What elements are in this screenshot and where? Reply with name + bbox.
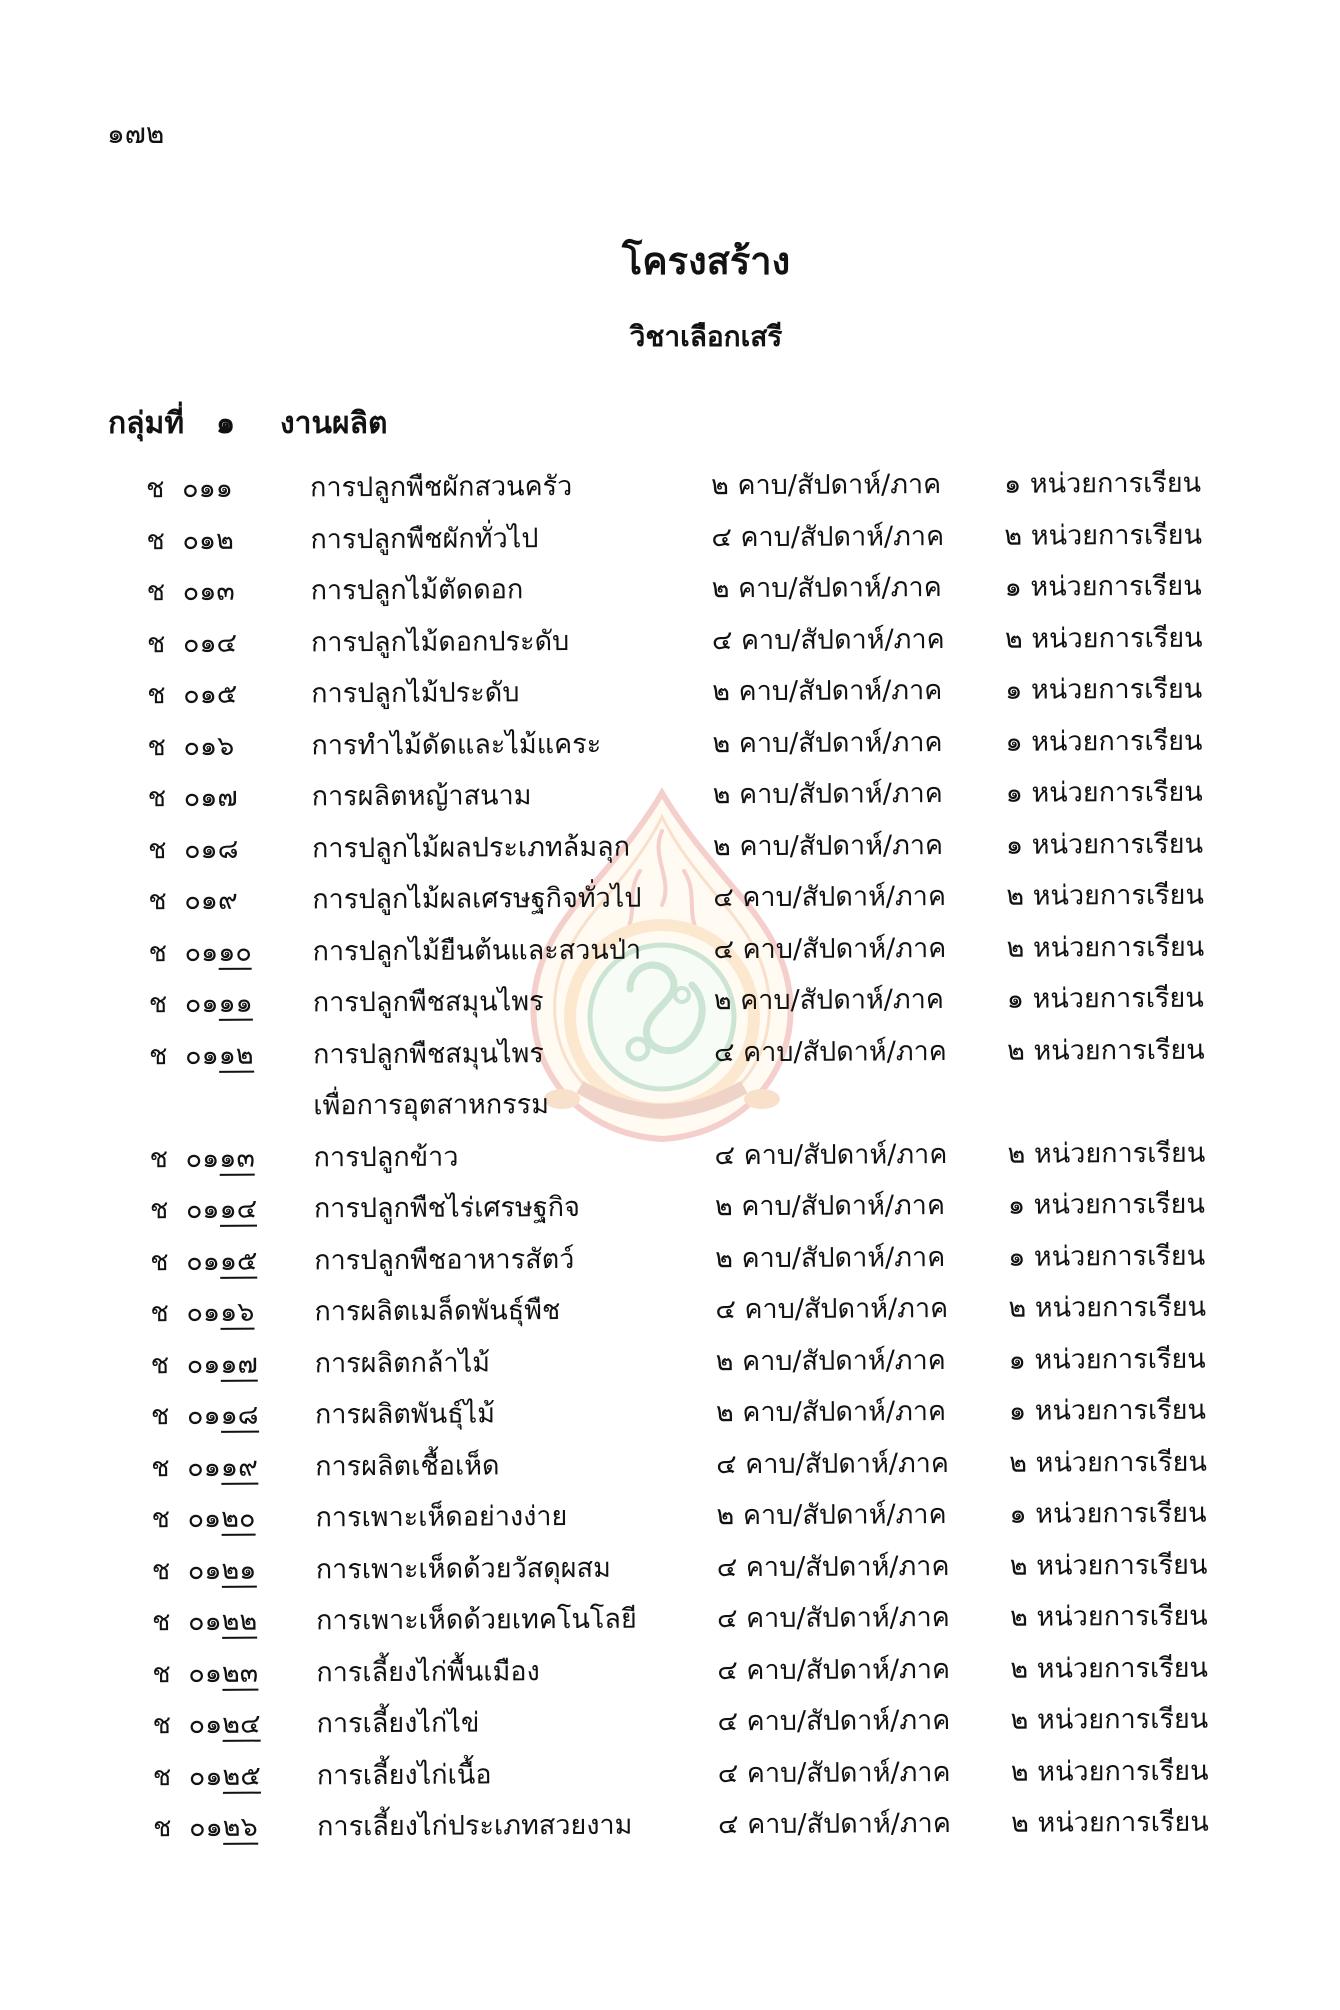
course-name-cell	[315, 1388, 495, 1440]
course-row	[3, 972, 1340, 1031]
course-name-continued: เพื่อการอุตสาหกรรม	[313, 1089, 550, 1122]
course-prefix: ช	[152, 1657, 171, 1689]
course-credits: ๑ หน่วยการเรียน	[1005, 673, 1203, 706]
course-code-series: ๐๑	[184, 884, 218, 917]
course-row	[6, 1693, 1340, 1752]
course-list	[0, 457, 1340, 1854]
course-code-series: ๐๑	[184, 987, 219, 1020]
course-periods: ๔ คาบ/สัปดาห์/ภาค	[714, 1035, 947, 1068]
course-credits: ๑ หน่วยการเรียน	[1005, 725, 1203, 758]
course-credits: ๒ หน่วยการเรียน	[1010, 1652, 1209, 1685]
course-row	[1, 611, 1340, 670]
course-periods: ๒ คาบ/สัปดาห์/ภาค	[712, 675, 943, 708]
course-code-series: ๐๑	[186, 1399, 221, 1432]
course-row	[3, 1023, 1340, 1133]
course-periods: ๒ คาบ/สัปดาห์/ภาค	[712, 778, 943, 811]
course-code-number: ๑๓	[219, 1142, 255, 1174]
course-code	[187, 1493, 255, 1545]
course-row	[4, 1281, 1340, 1340]
course-prefix: ช	[149, 1142, 169, 1174]
course-code-number: ๕	[216, 678, 238, 710]
course-code	[183, 720, 234, 772]
course-code-series: ๐๑	[189, 1811, 223, 1844]
course-prefix: ช	[151, 1554, 171, 1586]
course-prefix: ช	[150, 1400, 170, 1432]
course-row	[1, 663, 1340, 722]
course-credits: ๑ หน่วยการเรียน	[1009, 1497, 1207, 1530]
course-name: การเลี้ยงไก่พื้นเมือง	[316, 1655, 540, 1688]
course-code	[186, 1132, 256, 1184]
course-name-cell	[316, 1698, 479, 1750]
course-code	[188, 1544, 257, 1596]
course-credits: ๑ หน่วยการเรียน	[1005, 828, 1204, 861]
course-name: การปลูกไม้ดอกประดับ	[310, 625, 570, 658]
group-heading	[0, 404, 1340, 444]
course-code-series: ๐๑	[183, 730, 218, 762]
course-credits: ๒ หน่วยการเรียน	[1009, 1600, 1208, 1633]
course-credits: ๒ หน่วยการเรียน	[1010, 1703, 1209, 1736]
course-prefix: ช	[149, 1194, 169, 1226]
course-row	[5, 1487, 1340, 1546]
course-name-cell	[315, 1491, 567, 1544]
course-code-number: ๑๕	[219, 1245, 258, 1277]
course-code	[186, 1184, 257, 1236]
course-credits: ๒ หน่วยการเรียน	[1006, 879, 1204, 912]
course-code-series: ๐๑	[188, 1657, 223, 1689]
course-row	[6, 1538, 1340, 1597]
course-name: การเพาะเห็ดด้วยเทคโนโลยี	[315, 1603, 637, 1637]
course-name: การปลูกข้าว	[313, 1141, 459, 1173]
course-code-series: ๐๑	[182, 472, 216, 505]
course-name-cell	[315, 1337, 491, 1389]
course-code-number: ๑๔	[219, 1193, 258, 1225]
course-code-series: ๐๑	[188, 1708, 223, 1741]
course-code-series: ๐๑	[186, 1296, 221, 1329]
course-name: การปลูกไม้ประดับ	[311, 677, 520, 710]
course-prefix: ช	[150, 1348, 170, 1380]
course-periods: ๔ คาบ/สัปดาห์/ภาค	[713, 932, 947, 965]
course-code-number: ๑	[215, 472, 233, 504]
course-code-series: ๐๑	[186, 1348, 221, 1380]
course-credits: ๒ หน่วยการเรียน	[1009, 1446, 1207, 1479]
course-periods: ๔ คาบ/สัปดาห์/ภาค	[718, 1808, 951, 1841]
course-code	[182, 463, 233, 515]
course-name-cell	[310, 461, 572, 514]
course-prefix: ช	[150, 1245, 169, 1277]
course-name-cell	[317, 1749, 492, 1801]
course-name-cell	[316, 1646, 540, 1699]
course-credits: ๒ หน่วยการเรียน	[1007, 1034, 1205, 1067]
course-code	[183, 566, 235, 618]
course-code-series: ๐๑	[185, 1193, 220, 1226]
course-name-cell	[311, 667, 520, 720]
course-name-cell	[310, 513, 538, 566]
course-code-number: ๑๖	[219, 1296, 255, 1328]
group-name: งานผลิต	[280, 406, 388, 441]
course-periods: ๔ คาบ/สัปดาห์/ภาค	[711, 520, 945, 553]
course-prefix: ช	[151, 1503, 170, 1535]
course-name: การปลูกไม้ผลเศรษฐกิจทั่วไป	[312, 882, 642, 916]
course-prefix: ช	[148, 936, 167, 968]
course-name: การผลิตเมล็ดพันธุ์พืช	[314, 1295, 561, 1328]
course-name-cell	[313, 976, 544, 1029]
course-code	[184, 772, 238, 824]
course-prefix: ช	[152, 1709, 172, 1741]
course-code	[186, 1287, 254, 1339]
course-periods: ๒ คาบ/สัปดาห์/ภาค	[713, 984, 944, 1017]
course-code	[187, 1390, 259, 1442]
course-code-series: ๐๑	[186, 1245, 220, 1277]
course-row	[0, 457, 1340, 516]
course-name: การปลูกพืชผักสวนครัว	[310, 471, 573, 504]
course-code-series: ๐๑	[185, 1142, 220, 1174]
course-prefix: ช	[146, 576, 166, 608]
course-prefix: ช	[149, 1039, 168, 1071]
course-code	[184, 823, 239, 875]
course-name: การเลี้ยงไก่เนื้อ	[316, 1758, 492, 1791]
course-name-cell	[312, 770, 532, 823]
course-credits: ๑ หน่วยการเรียน	[1006, 982, 1204, 1015]
course-name-cell	[315, 1440, 500, 1492]
course-name: การผลิตพันธุ์ไม้	[314, 1398, 496, 1431]
course-row	[2, 766, 1340, 825]
course-periods: ๒ คาบ/สัปดาห์/ภาค	[716, 1499, 947, 1532]
course-prefix: ช	[150, 1297, 169, 1329]
group-number: ๑	[216, 406, 236, 441]
page-title: โครงสร้าง	[621, 239, 791, 283]
course-code-number: ๒๓	[221, 1657, 259, 1689]
course-code-series: ๐๑	[182, 575, 217, 608]
course-code-number: ๓	[216, 575, 235, 607]
course-name: การปลูกพืชอาหารสัตว์	[314, 1243, 575, 1276]
group-label: กลุ่มที่	[108, 406, 185, 441]
course-prefix: ช	[153, 1812, 172, 1844]
course-row	[1, 714, 1340, 773]
course-code-series: ๐๑	[184, 936, 219, 968]
course-periods: ๔ คาบ/สัปดาห์/ภาค	[716, 1447, 950, 1480]
course-periods: ๒ คาบ/สัปดาห์/ภาค	[712, 726, 943, 759]
course-row	[2, 920, 1340, 979]
course-code-number: ๑๒	[218, 1039, 254, 1071]
course-code	[186, 1235, 257, 1287]
course-name-cell	[314, 1285, 560, 1338]
course-periods: ๒ คาบ/สัปดาห์/ภาค	[714, 1190, 946, 1223]
course-credits: ๒ หน่วยการเรียน	[1007, 1137, 1206, 1170]
course-code-series: ๐๑	[187, 1502, 222, 1535]
course-credits: ๒ หน่วยการเรียน	[1009, 1549, 1208, 1582]
course-code-series: ๐๑	[183, 678, 217, 711]
course-code	[184, 875, 238, 927]
course-name: การปลูกพืชไร่เศรษฐกิจ	[313, 1191, 580, 1225]
course-code-number: ๑๘	[220, 1399, 259, 1431]
course-name: การปลูกไม้ตัดดอก	[310, 574, 524, 607]
course-prefix: ช	[152, 1760, 172, 1792]
course-row	[2, 869, 1340, 928]
course-row	[4, 1178, 1340, 1237]
course-row	[5, 1332, 1340, 1391]
course-code	[189, 1750, 261, 1802]
course-periods: ๒ คาบ/สัปดาห์/ภาค	[715, 1396, 947, 1429]
course-code	[188, 1596, 258, 1648]
page-number: ๑๗๒	[107, 117, 165, 150]
course-credits: ๑ หน่วยการเรียน	[1008, 1394, 1207, 1427]
course-row	[4, 1229, 1340, 1288]
course-code	[185, 978, 253, 1030]
course-name-cell	[316, 1594, 637, 1647]
course-periods: ๔ คาบ/สัปดาห์/ภาค	[717, 1756, 951, 1789]
course-credits: ๒ หน่วยการเรียน	[1004, 519, 1203, 552]
course-code-number: ๒๑	[221, 1554, 257, 1586]
course-name: การผลิตหญ้าสนาม	[311, 780, 532, 813]
course-code-number: ๗	[217, 781, 238, 813]
course-code-series: ๐๑	[187, 1451, 221, 1483]
course-credits: ๑ หน่วยการเรียน	[1008, 1343, 1206, 1376]
course-code-number: ๖	[217, 730, 235, 762]
course-code-series: ๐๑	[185, 1039, 219, 1071]
course-name: การเพาะเห็ดอย่างง่าย	[315, 1501, 568, 1534]
course-row	[7, 1744, 1340, 1803]
course-periods: ๔ คาบ/สัปดาห์/ภาค	[716, 1602, 950, 1635]
course-prefix: ช	[147, 782, 167, 814]
course-name-cell	[316, 1542, 611, 1595]
course-code-number: ๑๐	[218, 936, 252, 968]
course-periods: ๔ คาบ/สัปดาห์/ภาค	[711, 623, 945, 656]
course-name-cell	[312, 821, 630, 874]
course-row	[6, 1590, 1340, 1649]
course-credits: ๒ หน่วยการเรียน	[1008, 1291, 1207, 1324]
course-name: การเลี้ยงไก่ประเภทสวยงาม	[317, 1809, 633, 1843]
course-code	[185, 1029, 254, 1081]
course-name-cell	[311, 616, 570, 669]
course-code-number: ๒	[215, 524, 234, 556]
course-code	[183, 617, 237, 669]
course-name-cell	[313, 1028, 549, 1132]
course-row	[4, 1126, 1340, 1185]
course-periods: ๔ คาบ/สัปดาห์/ภาค	[715, 1293, 949, 1326]
course-code	[183, 669, 237, 721]
course-prefix: ช	[147, 730, 166, 762]
course-periods: ๒ คาบ/สัปดาห์/ภาค	[715, 1344, 946, 1377]
course-row	[6, 1641, 1340, 1700]
course-credits: ๑ หน่วยการเรียน	[1008, 1240, 1206, 1273]
course-credits: ๑ หน่วยการเรียน	[1005, 776, 1203, 809]
course-code-number: ๒๕	[222, 1760, 261, 1792]
course-code	[187, 1338, 258, 1390]
course-code	[187, 1441, 258, 1493]
course-code	[188, 1699, 260, 1751]
course-code-series: ๐๑	[183, 833, 218, 865]
course-periods: ๔ คาบ/สัปดาห์/ภาค	[717, 1705, 951, 1738]
course-code-series: ๐๑	[187, 1554, 222, 1586]
course-credits: ๒ หน่วยการเรียน	[1004, 622, 1203, 655]
course-name: การทำไม้ดัดและไม้แคระ	[311, 728, 602, 761]
course-name: การปลูกไม้ผลประเภทล้มลุก	[311, 831, 631, 864]
course-code-number: ๒๔	[222, 1708, 261, 1740]
course-row	[5, 1384, 1340, 1443]
course-row	[2, 817, 1340, 876]
page-subtitle: วิชาเลือกเสรี	[629, 320, 783, 353]
course-code-series: ๐๑	[183, 781, 218, 814]
course-code-number: ๑๙	[220, 1451, 258, 1483]
course-code	[189, 1802, 258, 1854]
course-periods: ๒ คาบ/สัปดาห์/ภาค	[712, 829, 944, 862]
course-name-cell	[314, 1182, 580, 1235]
course-code-number: ๘	[217, 833, 239, 865]
course-code	[184, 926, 252, 978]
course-prefix: ช	[147, 679, 166, 711]
course-periods: ๒ คาบ/สัปดาห์/ภาค	[711, 469, 942, 502]
course-code-number: ๑๗	[220, 1348, 258, 1380]
course-prefix: ช	[147, 833, 167, 865]
course-name-cell	[312, 873, 641, 926]
course-code-series: ๐๑	[182, 524, 217, 556]
course-periods: ๔ คาบ/สัปดาห์/ภาค	[713, 881, 947, 914]
course-prefix: ช	[146, 524, 165, 556]
course-periods: ๒ คาบ/สัปดาห์/ภาค	[711, 572, 942, 605]
course-credits: ๒ หน่วยการเรียน	[1006, 931, 1205, 964]
course-credits: ๑ หน่วยการเรียน	[1007, 1188, 1205, 1221]
course-code-number: ๔	[216, 627, 238, 659]
course-code-number: ๒๒	[221, 1605, 258, 1637]
course-prefix: ช	[151, 1606, 171, 1638]
course-name-cell	[311, 564, 524, 617]
course-name-cell	[314, 1234, 574, 1287]
course-name: การเลี้ยงไก่ไข่	[316, 1707, 480, 1740]
course-code-number: ๙	[217, 884, 238, 916]
course-name: การปลูกพืชสมุนไพร	[313, 1037, 544, 1070]
course-prefix: ช	[148, 885, 167, 917]
course-name: การปลูกพืชสมุนไพร	[312, 986, 544, 1019]
course-name: การผลิตเชื้อเห็ด	[315, 1449, 500, 1482]
course-name-cell	[311, 718, 601, 771]
course-code-series: ๐๑	[188, 1760, 223, 1792]
course-code-series: ๐๑	[187, 1605, 222, 1638]
course-name-cell	[312, 924, 641, 977]
course-row	[1, 560, 1340, 619]
course-row	[7, 1796, 1340, 1855]
course-credits: ๒ หน่วยการเรียน	[1011, 1806, 1209, 1839]
course-periods: ๔ คาบ/สัปดาห์/ภาค	[716, 1550, 950, 1583]
course-code-series: ๐๑	[182, 627, 217, 659]
course-name: การผลิตกล้าไม้	[314, 1346, 491, 1379]
course-prefix: ช	[146, 627, 166, 659]
course-code	[182, 514, 234, 566]
course-code-number: ๒๖	[222, 1811, 258, 1843]
course-name-cell	[314, 1131, 459, 1183]
course-code	[188, 1647, 258, 1699]
course-name: การปลูกพืชผักทั่วไป	[310, 522, 539, 555]
course-code-number: ๑๑	[218, 987, 253, 1019]
course-prefix: ช	[146, 473, 165, 505]
course-prefix: ช	[151, 1451, 170, 1483]
course-name: การปลูกไม้ยืนต้นและสวนป่า	[312, 934, 642, 967]
course-periods: ๔ คาบ/สัปดาห์/ภาค	[717, 1653, 951, 1686]
course-credits: ๑ หน่วยการเรียน	[1004, 570, 1202, 603]
course-name: การเพาะเห็ดด้วยวัสดุผสม	[315, 1552, 611, 1585]
course-prefix: ช	[148, 988, 168, 1020]
course-code-number: ๒๐	[221, 1502, 256, 1534]
course-periods: ๔ คาบ/สัปดาห์/ภาค	[714, 1138, 948, 1171]
course-row	[0, 508, 1340, 567]
course-row	[5, 1435, 1340, 1494]
course-credits: ๑ หน่วยการเรียน	[1004, 467, 1202, 500]
course-periods: ๒ คาบ/สัปดาห์/ภาค	[715, 1241, 946, 1274]
course-name-cell	[317, 1800, 633, 1853]
course-credits: ๒ หน่วยการเรียน	[1010, 1755, 1209, 1788]
